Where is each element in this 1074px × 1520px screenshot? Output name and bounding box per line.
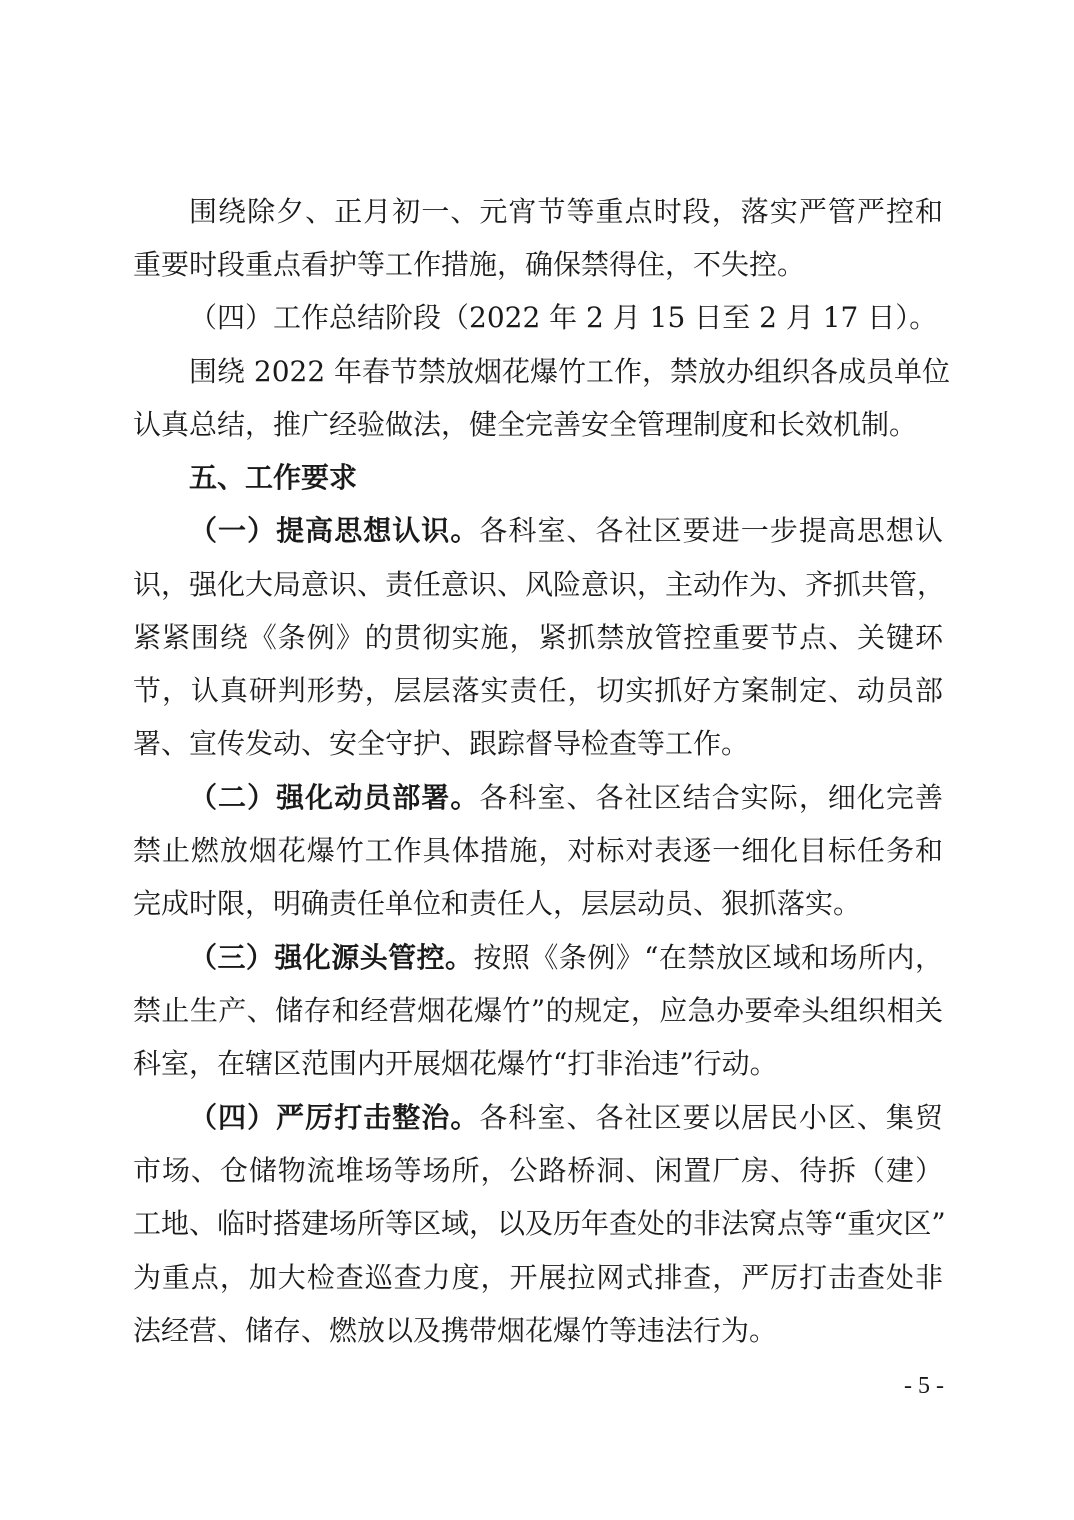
section-subheading: （四）工作总结阶段（2022 年 2 月 15 日至 2 月 17 日）。 xyxy=(189,301,938,334)
paragraph-line xyxy=(189,1092,943,1144)
section-heading: 五、工作要求 xyxy=(189,461,358,494)
paragraph-lead: （一）提高思想认识。 xyxy=(189,514,480,547)
paragraph-line: 为重点，加大检查巡查力度，开展拉网式排查，严厉打击查处非 xyxy=(133,1261,943,1294)
paragraph-line xyxy=(189,505,943,557)
paragraph-text: 按照《条例》“在禁放区域和场所内， xyxy=(473,941,943,974)
paragraph-lead: （二）强化动员部署。 xyxy=(189,781,480,814)
paragraph-line: 围绕 2022 年春节禁放烟花爆竹工作，禁放办组织各成员单位 xyxy=(189,355,951,388)
paragraph-lead: （三）强化源头管控。 xyxy=(189,941,474,974)
paragraph-line: 科室，在辖区范围内开展烟花爆竹“打非治违”行动。 xyxy=(133,1047,778,1080)
paragraph-text: 各科室、各社区要以居民小区、集贸 xyxy=(479,1101,943,1134)
paragraph-line: 重要时段重点看护等工作措施，确保禁得住，不失控。 xyxy=(133,248,806,281)
paragraph-line: 认真总结，推广经验做法，健全完善安全管理制度和长效机制。 xyxy=(133,408,918,441)
paragraph-line: 识，强化大局意识、责任意识、风险意识，主动作为、齐抓共管， xyxy=(133,568,946,601)
paragraph-lead: （四）严厉打击整治。 xyxy=(189,1101,480,1134)
paragraph-line: 法经营、储存、燃放以及携带烟花爆竹等违法行为。 xyxy=(133,1314,778,1347)
paragraph-line: 紧紧围绕《条例》的贯彻实施，紧抓禁放管控重要节点、关键环 xyxy=(133,621,943,654)
paragraph-line: 工地、临时搭建场所等区域，以及历年查处的非法窝点等“重灾区” xyxy=(133,1207,946,1240)
paragraph-line xyxy=(189,932,943,984)
paragraph-line: 署、宣传发动、安全守护、跟踪督导检查等工作。 xyxy=(133,727,750,760)
paragraph-text: 各科室、各社区结合实际，细化完善 xyxy=(479,781,943,814)
paragraph-line: 围绕除夕、正月初一、元宵节等重点时段，落实严管严控和 xyxy=(189,195,943,228)
paragraph-line: 禁止燃放烟花爆竹工作具体措施，对标对表逐一细化目标任务和 xyxy=(133,834,943,867)
paragraph-line: 市场、仓储物流堆场等场所，公路桥洞、闲置厂房、待拆（建） xyxy=(133,1154,943,1187)
paragraph-line: 完成时限，明确责任单位和责任人，层层动员、狠抓落实。 xyxy=(133,887,862,920)
paragraph-line xyxy=(189,772,943,824)
page-number: - 5 - xyxy=(904,1373,944,1399)
paragraph-line: 禁止生产、储存和经营烟花爆竹”的规定，应急办要牵头组织相关 xyxy=(133,994,943,1027)
paragraph-line: 节，认真研判形势，层层落实责任，切实抓好方案制定、动员部 xyxy=(133,674,943,707)
paragraph-text: 各科室、各社区要进一步提高思想认 xyxy=(479,514,943,547)
